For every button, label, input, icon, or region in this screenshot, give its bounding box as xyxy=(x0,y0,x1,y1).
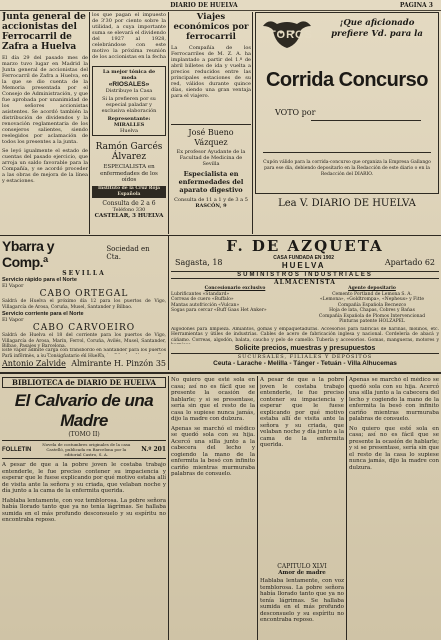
serial-title: El Calvario de una Madre xyxy=(14,391,154,430)
serial-number: N.º 201 xyxy=(141,446,166,453)
ybarra-service1-text: Saldrá de Huelva el próximo día 12 para los puertos de Vigo, Villagarcía de Arosa, Coruña, Musel, Santander y Bilbao. xyxy=(2,299,166,310)
serial-body4-cont: Apenas se marchó el médico se quedó sola con su hija. Acercó una silla junto a la cabecera del lecho y cogiendo la mano de la enfermita la besó con infinito cariño mientras murmuraba palabras de consuelo. xyxy=(349,377,439,422)
azqueta-address: Sagasta, 18 xyxy=(175,258,223,267)
column-two-body: los que pagan el impuesto de 3'30 por ciento sobre la utilidad, a cuya importante suma se elevará el dividendo del 1927 al 1928, celebrándose con este motivo la próxima reunión de los accionistas en la fecha xyxy=(92,12,166,60)
ybarra-city: SEVILLA xyxy=(62,270,106,277)
serial-body1-cont: A pesar de que a la pobre joven le costaba trabajo entenderle, le fue preciso contener su impaciencia y esperar que le fuese explicando por qué motivo estaba allí de visita ante la señora y su criada, que velaban noche y día junto a la cama de la enfermita querida. xyxy=(260,377,344,448)
doctor-bueno-ad xyxy=(171,128,251,209)
serial-publisher-note: Novela de costumbres originales de la casa Castelló, publicada en Barcelona por la editorial Castro, S. A. xyxy=(42,442,131,457)
doctor-garces-clinic: Instituto de la Cruz Roja Española xyxy=(92,186,166,198)
ybarra-service3-text: Este vapor admite carga con transbordo en Santander para los puertos xyxy=(2,348,166,353)
azqueta-right-title: Agente depositario xyxy=(348,286,396,291)
serial-body1: A pesar de que a la pobre joven le costaba trabajo entenderle, le fue preciso contener su impaciencia y esperar que le fuese explicando por qué motivo estaba allí de visita ante la señora y su criada, que velaban noche y día junto a la cama de la enfermita querida. xyxy=(2,462,166,494)
azqueta-branches: Ceuta - Larache - Melilla - Tánger - Tetuán - Villa Alhucemas xyxy=(213,359,397,367)
ybarra-service1-title: Servicio rápido para el Norte xyxy=(2,277,77,283)
serial-column-2 xyxy=(171,377,255,639)
ybarra-contact: Para informes, a su Consignatario en Huelva, xyxy=(2,354,106,359)
serial-folletin-label: FOLLETIN xyxy=(2,446,32,453)
serial-body3: Hablaba lentamente, con voz temblorosa. La pobre señora había llorado tanto que ya no tenía lágrimas. Se hallaba sumida en el más profundo desconsuelo y su espíritu no encontraba reposo. xyxy=(2,497,166,523)
ybarra-agent: Antonio Zalvide xyxy=(2,359,66,368)
toros-ad xyxy=(255,12,439,194)
toros-logo xyxy=(259,16,315,54)
column-two xyxy=(92,12,166,234)
serial-column-4 xyxy=(349,377,439,639)
azqueta-section: SUMINISTROS INDUSTRIALES xyxy=(171,271,439,279)
azqueta-right-item: Compañía Española de Plomos Intervencionad xyxy=(318,313,426,319)
tonic-ad-line4: Si la prefieren por su especial paladar y exclusiva elaboración xyxy=(101,96,157,114)
serial-body2: No quiero que esté sola en casa; así no es fácil que se presente la ocasión de hablarle; y si se presentase, sería sin que el resto de la casa lo supiese nunca jamás, dijo la madre con dulzura. xyxy=(171,377,255,422)
azqueta-right-list xyxy=(305,286,439,325)
azqueta-right-item: Pinturas patente HOLZAPEL xyxy=(339,319,405,324)
article-zafra-body2: Se leyó igualmente el estado de cuentas del pasado ejercicio, que arroja un saldo favorable para la Compañía, y se acordó proceder a las obras de mejora de la línea y estaciones. xyxy=(2,148,88,184)
doctor-garces-phone: Teléfono 330 xyxy=(112,206,146,213)
azqueta-box: Apartado 62 xyxy=(384,258,435,267)
doctor-garces-name: Ramón Garcés Álvarez xyxy=(95,142,163,162)
azqueta-left-item: Correas de cuero «Buffalo» xyxy=(171,297,234,302)
azqueta-cta: Solicite precios, muestras y presupuestos xyxy=(234,344,376,352)
azqueta-warehouse: ALMACENISTA xyxy=(274,279,336,286)
doctor-bueno-address: RASCÓN, 9 xyxy=(195,203,227,209)
page-header xyxy=(0,0,441,11)
ybarra-vessel1-name: CABO ORTEGAL xyxy=(39,289,129,299)
toros-logo-text: TOROS xyxy=(269,29,313,41)
serial-volume: (TOMO II) xyxy=(68,431,100,438)
serial-library-label: BIBLIOTECA de DIARIO DE HUELVA xyxy=(2,377,166,388)
serial-chapter-title: Amor de madre xyxy=(278,570,326,576)
read-diario-banner: Lea V. DIARIO DE HUELVA xyxy=(278,198,416,209)
doctor-garces-ad xyxy=(92,142,166,219)
doctor-garces-address: CASTELAR, 3 HUELVA xyxy=(94,212,164,219)
serial-novel xyxy=(2,377,166,639)
ybarra-vessel2-name: CABO CARVOEIRO xyxy=(32,323,136,333)
tonic-ad-line3: Distribuye la Casa xyxy=(105,88,153,94)
azqueta-right-item: Cemento Portland de Lemona S. A. xyxy=(332,291,412,297)
ybarra-service2-text: Saldrá de Huelva el 18 del corriente para los puertos de Vigo, Villagarcía de Arosa, Marín, Ferrol, Coruña, Avilés, Musel, Santander, Bilbao, Pasajes y Barcelona. xyxy=(2,333,166,348)
serial-body4: Apenas se marchó el médico se quedó sola con su hija. Acercó una silla junto a la cabecera del lecho y cogiendo la mano de la enfermita la besó con infinito cariño mientras murmuraba palabras de consuelo. xyxy=(171,425,255,477)
article-zafra xyxy=(2,12,88,234)
ybarra-agent-address: Almirante H. Pinzón 35 xyxy=(71,359,166,368)
ybarra-ad xyxy=(2,238,166,348)
toros-cut-note: Cupón válido para la corrida-concurso que organiza la Empresa Gallango para ese día, debiendo depositarlo en la Redacción de este diario o en la Redacción del DIARIO. xyxy=(263,160,431,177)
azqueta-left-item: Mantas autofricción «Vulcan» xyxy=(171,302,240,308)
ybarra-service2-title: Servicio corriente para el Norte xyxy=(2,311,84,317)
azqueta-left-item: Lubrificantes «Standard» xyxy=(171,291,230,297)
toros-vote-label: VOTO por xyxy=(275,108,316,117)
azqueta-left-title: Concesionario exclusivo xyxy=(204,286,266,291)
tonic-ad-city: Huelva xyxy=(120,128,138,134)
toros-headline: Corrida Concurso xyxy=(265,69,429,91)
azqueta-left-list xyxy=(171,286,299,325)
ybarra-suffix: Sociedad en Cta. xyxy=(106,245,150,261)
tonic-ad-brand: «RIOSALES» xyxy=(108,81,150,88)
serial-chapter: CAPITULO XLVI xyxy=(277,563,327,570)
tonic-ad-box xyxy=(92,66,166,136)
azqueta-city: HUELVA xyxy=(281,261,326,270)
azqueta-products: Algodones para limpieza. Amiantos, gomas y empaquetaduras. Accesorios para fábricas de harinas, molinos, etc. Herramientas y útiles de industrias. Cables de acero de fabricación inglesa y nacional. Cordelería de abacá y cáñamo. Correas, algodón, balata, caucho y pelo de camello. Tubería y accesorios. Gomas, mangueras, motores y xyxy=(171,326,439,343)
article-zafra-headline: Junta general de accionistas del Ferrocarril de Zafra a Huelva xyxy=(2,12,86,52)
ybarra-name: Ybarra y Comp.ª xyxy=(2,238,55,270)
doctor-garces-specialty: ESPECIALISTA en enfermedades de los oídos xyxy=(100,164,158,183)
doctor-bueno-hours: Consulta de 11 a 1 y de 3 a 5 xyxy=(174,197,248,203)
tonic-ad-rep: Representante: MIRALLES xyxy=(107,116,151,128)
azqueta-ad xyxy=(171,238,439,370)
azqueta-right-item: Compañía Española Becnezco xyxy=(337,302,407,308)
header-title: DIARIO DE HUELVA xyxy=(170,1,238,9)
azqueta-name: F. DE AZQUETA xyxy=(226,238,384,255)
azqueta-founded: CASA FUNDADA EN 1902 xyxy=(273,255,335,261)
azqueta-right-item: «Lemona», «Goldtrompa», «Nepheus» y Fitte xyxy=(319,297,425,302)
ybarra-vessel1-label: El Vapor xyxy=(2,283,24,289)
azqueta-left-item: Sogas para cercar «Buff Gaas Het Anker» xyxy=(171,308,267,313)
doctor-bueno-title: Ex profesor Ayudante de la Facultad de Medicina de Sevilla xyxy=(176,149,246,167)
toros-tagline: ¡Que aficionado prefiere Vd. para la xyxy=(331,18,423,39)
azqueta-right-item: Hoja de lata, Chapas, Cobres y Bañas xyxy=(329,308,415,313)
doctor-bueno-specialty: Especialista en enfermedades del aparato digestivo xyxy=(178,170,244,194)
ybarra-footer xyxy=(2,348,166,370)
azqueta-branches-title: SUCURSALES, FILIALES Y DEPÓSITOS xyxy=(171,353,439,360)
article-zafra-body: El día 29 del pasado mes de marzo tuvo lugar en Madrid la Junta general de accionistas del Ferrocarril de Zafra a Huelva, en la que se dio cuenta de la Memoria presentada por el Consejo de Administración, y que fue aprobada por unanimidad de los señores accionistas asistentes. Se acordó también la distribución de dividendos y la renovación reglamentaria de los consejeros salientes, siendo reelegidos por aclamación de todos los presentes a la junta. xyxy=(2,55,88,145)
tonic-ad-line1: La mejor tónica de moda xyxy=(102,69,156,81)
serial-body2-cont: No quiero que esté sola en casa; así no es fácil que se presente la ocasión de hablarle; y si se presentase, sería sin que el resto de la casa lo supiese nunca jamás, dijo la madre con dulzura. xyxy=(349,425,439,471)
serial-column-3 xyxy=(260,377,344,639)
serial-body3-cont: Hablaba lentamente, con voz temblorosa. La pobre señora había llorado tanto que ya no tenía lágrimas. Se hallaba sumida en el más profundo desconsuelo y su espíritu no encontraba reposo. xyxy=(260,578,344,623)
article-viajes-body: La Compañía de los Ferrocarriles de M. Z. A. ha implantado a partir del 1.º de abril billetes de ida y vuelta a precios reducidos entre las principales estaciones de su red, válidos durante quince días, siendo una gran ventaja para el viajero. xyxy=(171,45,251,99)
article-viajes-headline: Viajes económicos por ferrocarril xyxy=(173,12,249,42)
article-viajes xyxy=(171,12,251,234)
ybarra-vessel2-label: El Vapor xyxy=(2,317,24,323)
doctor-garces-hours: Consulta de 2 a 6 xyxy=(102,199,156,207)
doctor-bueno-name: José Bueno Vázquez xyxy=(188,128,234,147)
header-page-number: PAGINA 3 xyxy=(399,1,433,9)
